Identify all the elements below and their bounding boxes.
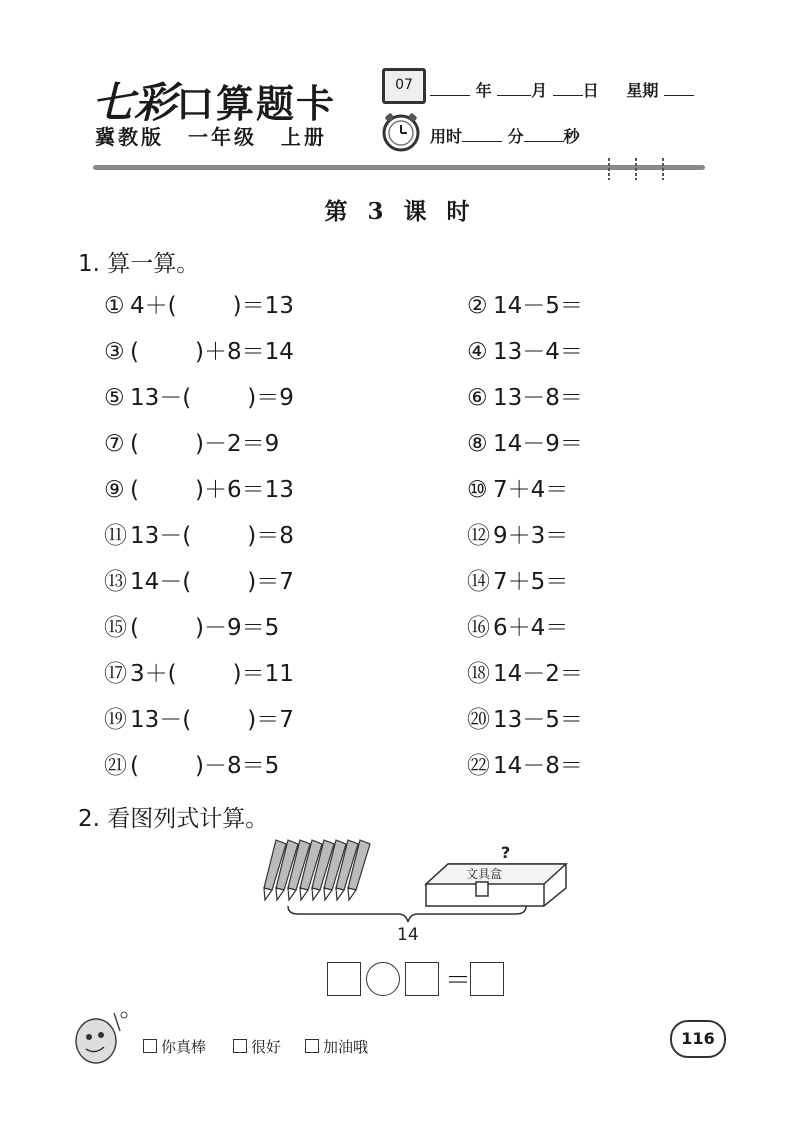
problem-expression: 14－2＝ [493, 661, 583, 687]
problem-number: ㉑ [104, 753, 127, 779]
problem-number: ⑬ [104, 569, 127, 595]
problem-number: ④ [467, 339, 488, 365]
seconds-blank[interactable] [524, 125, 564, 142]
binder-pin-icon [633, 158, 639, 180]
problem-expression-start: 13－( [130, 523, 192, 549]
problem-expression: 14－5＝ [493, 293, 583, 319]
problem-number: ① [104, 293, 125, 319]
total-count: 14 [397, 925, 419, 945]
problem-expression-start: ( [130, 431, 139, 457]
problem-expression-start: 4＋( [130, 293, 177, 319]
problem-number: ⑫ [467, 523, 490, 549]
answer-box-1[interactable] [327, 962, 361, 996]
problem-expression: 9＋3＝ [493, 523, 569, 549]
problem-expression-end: )＝9 [247, 385, 294, 411]
problem-number: ㉒ [467, 753, 490, 779]
weekday-blank[interactable] [664, 79, 694, 96]
problem-2 [467, 287, 623, 320]
problem-18 [467, 655, 623, 688]
answer-box-2[interactable] [405, 962, 439, 996]
binder-pin-icon [606, 158, 612, 180]
rating-checkbox[interactable] [233, 1039, 247, 1053]
problem-expression-end: )＝8 [247, 523, 294, 549]
problem-expression-end: )－9＝5 [194, 615, 280, 641]
month-blank[interactable] [497, 79, 531, 96]
problem-expression: 14－9＝ [493, 431, 583, 457]
problem-14 [467, 563, 608, 596]
brand-prefix: 七彩 [92, 78, 177, 127]
problem-expression-start: 13－( [130, 707, 192, 733]
problem-expression: 13－5＝ [493, 707, 583, 733]
problem-22 [467, 747, 623, 780]
problem-3 [104, 333, 294, 366]
problem-20 [467, 701, 623, 734]
problem-expression-start: ( [130, 477, 139, 503]
brace [288, 906, 526, 922]
day-label: 日 [582, 81, 599, 100]
binder-pin-icon [660, 158, 666, 180]
problem-expression-start: 13－( [130, 385, 192, 411]
question-mark: ? [501, 843, 511, 862]
section-1-title: 1. 算一算。 [78, 251, 200, 277]
problem-expression-end: )－8＝5 [194, 753, 280, 779]
problem-17 [104, 655, 294, 688]
problem-number: ⑨ [104, 477, 125, 503]
year-blank[interactable] [430, 79, 470, 96]
year-label: 年 [475, 81, 492, 100]
pencils-and-pencil-box-illustration [258, 838, 578, 948]
cartoon-mascot-icon [70, 1005, 132, 1069]
rating-option-keep-going[interactable]: 加油哦 [305, 1036, 368, 1057]
problem-expression-end: )＝7 [247, 569, 294, 595]
problem-number: ⑦ [104, 431, 125, 457]
problem-number: ⑱ [467, 661, 490, 687]
minutes-label: 分 [507, 127, 524, 146]
problem-expression: 7＋4＝ [493, 477, 569, 503]
rating-option-good[interactable]: 很好 [233, 1036, 281, 1057]
answer-box-result[interactable] [470, 962, 504, 996]
problem-21 [104, 747, 279, 780]
problem-number: ③ [104, 339, 125, 365]
weekday-label: 星期 [626, 81, 659, 100]
problem-expression: 13－8＝ [493, 385, 583, 411]
problem-6 [467, 379, 623, 412]
problem-expression: 13－4＝ [493, 339, 583, 365]
date-fill-line [430, 78, 694, 101]
problem-expression: 7＋5＝ [493, 569, 569, 595]
lesson-title: 第 3 课 时 [324, 198, 476, 225]
problem-number: ⑩ [467, 477, 488, 503]
problem-number: ② [467, 293, 488, 319]
problem-number: ⑰ [104, 661, 127, 687]
problem-9 [104, 471, 294, 504]
problem-expression-start: ( [130, 615, 139, 641]
minutes-blank[interactable] [462, 125, 502, 142]
calendar-day: 07 [395, 77, 413, 93]
month-label: 月 [531, 81, 548, 100]
problem-expression-start: 14－( [130, 569, 192, 595]
time-used-label: 用时 [430, 127, 463, 146]
problem-11 [104, 517, 294, 550]
problem-expression: 14－8＝ [493, 753, 583, 779]
problem-4 [467, 333, 623, 366]
problem-number: ⑳ [467, 707, 490, 733]
problem-number: ⑯ [467, 615, 490, 641]
time-fill-line [430, 124, 580, 147]
problem-10 [467, 471, 608, 504]
rating-option-excellent[interactable]: 你真棒 [143, 1036, 206, 1057]
page-number: 116 [670, 1020, 726, 1058]
clock-icon [380, 110, 422, 152]
brand-main: 口算题卡 [176, 81, 337, 126]
seconds-label: 秒 [563, 127, 580, 146]
problem-expression-end: )＝7 [247, 707, 294, 733]
equals-sign: ＝ [445, 966, 472, 996]
problem-7 [104, 425, 279, 458]
problem-number: ⑤ [104, 385, 125, 411]
problem-expression-start: ( [130, 753, 139, 779]
problem-8 [467, 425, 623, 458]
problem-15 [104, 609, 279, 642]
problem-number: ⑭ [467, 569, 490, 595]
problem-12 [467, 517, 608, 550]
problem-number: ⑲ [104, 707, 127, 733]
calendar-icon [382, 68, 426, 104]
problem-1 [104, 287, 294, 320]
rating-checkbox[interactable] [143, 1039, 157, 1053]
rating-checkbox[interactable] [305, 1039, 319, 1053]
problem-5 [104, 379, 294, 412]
problem-expression-end: )＝13 [232, 293, 294, 319]
operator-circle[interactable] [366, 962, 400, 996]
problem-expression-start: 3＋( [130, 661, 177, 687]
pencil-group [264, 840, 370, 900]
problem-number: ⑮ [104, 615, 127, 641]
problem-16 [467, 609, 608, 642]
problem-number: ⑥ [467, 385, 488, 411]
problem-number: ⑧ [467, 431, 488, 457]
problem-expression-end: )＋6＝13 [194, 477, 294, 503]
problem-expression-end: )＝11 [232, 661, 294, 687]
pencil-box-label: 文具盒 [466, 867, 503, 881]
section-2-title: 2. 看图列式计算。 [78, 806, 269, 832]
problem-number: ⑪ [104, 523, 127, 549]
problem-expression-end: )＋8＝14 [194, 339, 294, 365]
edition-subtitle: 冀教版 一年级 上册 [95, 125, 327, 149]
day-blank[interactable] [553, 79, 583, 96]
problem-expression-start: ( [130, 339, 139, 365]
problem-expression: 6＋4＝ [493, 615, 569, 641]
problem-19 [104, 701, 294, 734]
header-divider [93, 165, 705, 170]
problem-expression-end: )－2＝9 [194, 431, 280, 457]
problem-13 [104, 563, 294, 596]
